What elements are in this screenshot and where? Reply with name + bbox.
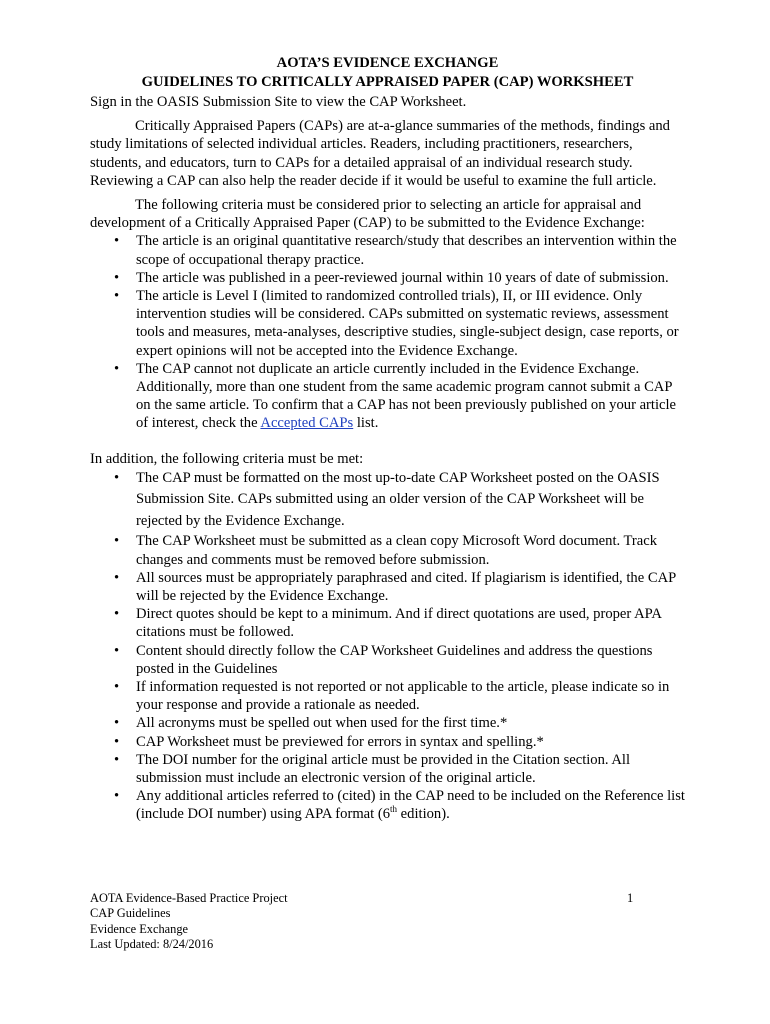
superscript-th: th	[390, 804, 398, 815]
bullet-icon: •	[114, 533, 120, 550]
list-item-text: All sources must be appropriately paraphrased and cited. If plagiarism is identified, the CAP will be rejected by the Evidence Exchange.	[136, 569, 676, 604]
list-item	[90, 751, 685, 787]
bullet-icon: •	[114, 678, 120, 695]
list-item	[90, 360, 685, 433]
sign-in-instruction: Sign in the OASIS Submission Site to view the CAP Worksheet.	[90, 94, 467, 110]
list-item-text: The article is an original quantitative research/study that describes an intervention within the scope of occupational therapy practice.	[136, 233, 677, 268]
list-item	[90, 287, 685, 360]
footer-project: AOTA Evidence-Based Practice Project	[90, 891, 288, 905]
list-item-text: Any additional articles referred to (cited) in the CAP need to be included on the Reference list (include DOI number) using APA format (6	[136, 788, 685, 823]
accepted-caps-link[interactable]: Accepted CAPs	[260, 415, 354, 432]
list-item-text: The article was published in a peer-reviewed journal within 10 years of date of submission.	[136, 269, 669, 286]
bullet-icon: •	[114, 233, 120, 250]
list-item-text: The CAP Worksheet must be submitted as a clean copy Microsoft Word document. Track changes and comments must be removed before submission.	[136, 533, 658, 568]
list-item-text: Direct quotes should be kept to a minimum. And if direct quotations are used, proper APA citations must be followed.	[136, 606, 662, 641]
page-number: 1	[627, 891, 634, 905]
title-line-2: GUIDELINES TO CRITICALLY APPRAISED PAPER (CAP) WORKSHEET	[141, 73, 634, 90]
intro-paragraph: Critically Appraised Papers (CAPs) are at-a-glance summaries of the methods, findings and study limitations of selected individual articles. Readers, including practitioners, researchers, students, and educators, turn to CAPs for a detailed appraisal of an individual research study. Reviewing a CAP can also help the reader decide if it would be useful to examine the full article.	[90, 118, 670, 189]
bullet-icon: •	[114, 288, 120, 305]
list-item	[90, 787, 685, 823]
footer-last-updated: Last Updated: 8/24/2016	[90, 937, 214, 952]
bullet-icon: •	[114, 360, 120, 377]
list-item-text: All acronyms must be spelled out when used for the first time.*	[136, 715, 508, 732]
list-item-text: The DOI number for the original article must be provided in the Citation section. All submission must include an electronic version of the original article.	[136, 751, 631, 786]
bullet-icon: •	[114, 733, 120, 750]
footer-doc-title: CAP Guidelines	[90, 906, 171, 921]
list-item	[90, 232, 685, 268]
list-item	[90, 642, 685, 678]
bullet-icon: •	[114, 642, 120, 659]
list-item-text-end: list.	[353, 415, 379, 432]
title-line-1: AOTA’S EVIDENCE EXCHANGE	[276, 55, 499, 71]
list-item	[90, 733, 685, 751]
bullet-icon: •	[114, 269, 120, 286]
footer-section: Evidence Exchange	[90, 921, 189, 936]
list-item	[90, 269, 685, 287]
list-item	[90, 678, 685, 714]
list-item-text: CAP Worksheet must be previewed for errors in syntax and spelling.*	[136, 733, 544, 750]
bullet-icon: •	[114, 569, 120, 586]
selection-criteria-list	[90, 232, 685, 432]
list-item-text: Content should directly follow the CAP Worksheet Guidelines and address the questions posted in the Guidelines	[136, 642, 653, 677]
bullet-icon: •	[114, 788, 120, 805]
document-body	[90, 54, 685, 824]
list-item	[90, 714, 685, 732]
list-item-text: The CAP must be formatted on the most up-to-date CAP Worksheet posted on the OASIS Submission Site. CAPs submitted using an older version of the CAP Worksheet will be rejected by the Evidence Exchange.	[136, 469, 660, 529]
additional-criteria-heading: In addition, the following criteria must be met:	[90, 450, 364, 467]
list-item-text: The article is Level I (limited to randomized controlled trials), II, or III evidence. Only intervention studies will be considered. CAPs submitted on systematic reviews, assessment tools and measures, meta-analyses, descriptive studies, single-subject design, case reports, or expert opinions will not be accepted into the Evidence Exchange.	[136, 288, 679, 359]
list-item-text-end: edition).	[397, 806, 450, 823]
section-spacer	[90, 433, 685, 450]
additional-criteria-list	[90, 468, 685, 824]
bullet-icon: •	[114, 469, 120, 486]
list-item	[90, 532, 685, 568]
bullet-icon: •	[114, 751, 120, 768]
list-item	[90, 605, 685, 641]
criteria-intro-paragraph: The following criteria must be considered prior to selecting an article for appraisal and development of a Critically Appraised Paper (CAP) to be submitted to the Evidence Exchange:	[90, 197, 645, 232]
bullet-icon: •	[114, 606, 120, 623]
list-item	[90, 468, 685, 533]
page-footer	[90, 891, 640, 953]
bullet-icon: •	[114, 715, 120, 732]
list-item-text: The CAP cannot not duplicate an article currently included in the Evidence Exchange. Additionally, more than one student from the same academic program cannot submit a CAP on the same article. To confirm that a CAP has not been previously published on your article of interest, check the	[136, 360, 677, 432]
list-item-text: If information requested is not reported or not applicable to the article, please indicate so in your response and provide a rationale as needed.	[136, 678, 670, 714]
list-item	[90, 569, 685, 605]
